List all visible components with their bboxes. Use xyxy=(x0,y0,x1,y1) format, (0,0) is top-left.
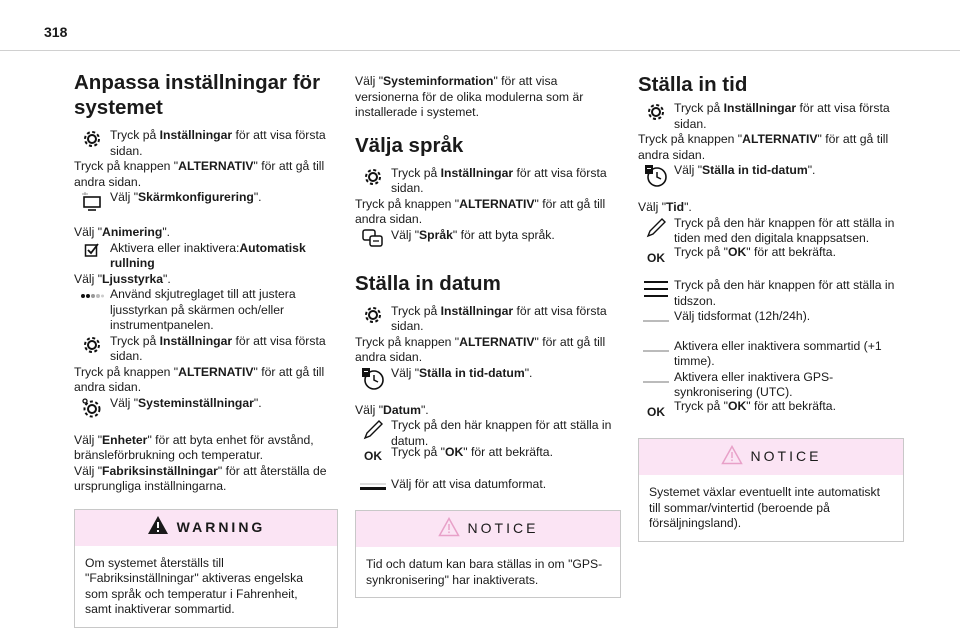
page-number: 318 xyxy=(44,24,68,40)
gear-icon xyxy=(74,334,110,355)
time-step-ok-2: OK Tryck på "OK" för att bekräfta. xyxy=(638,399,904,421)
warning-box xyxy=(74,509,338,628)
time-step-edit: Tryck på den här knappen för att ställa in tiden med den digitala knappsatsen. xyxy=(638,216,904,247)
step-settings-1: Tryck på Inställningar för att visa första sidan. xyxy=(74,128,338,159)
step-options-1: Tryck på knappen "ALTERNATIV" för att gå till andra sidan. xyxy=(74,159,325,189)
format-line-icon xyxy=(638,309,674,323)
pencil-icon xyxy=(355,418,391,441)
section-title-language: Välja språk xyxy=(355,133,464,157)
time-step-settings: Tryck på Inställningar för att visa första sidan. xyxy=(638,101,904,132)
notice-header xyxy=(639,439,903,475)
time-step-time: Välj "Tid". xyxy=(638,200,692,214)
column-3 xyxy=(638,70,904,542)
format-bar-icon xyxy=(355,477,391,491)
time-step-ok-1: OK Tryck på "OK" för att bekräfta. xyxy=(638,245,904,267)
language-icon xyxy=(355,228,391,249)
column-1 xyxy=(74,70,338,628)
time-step-options: Tryck på knappen "ALTERNATIV" för att gå till andra sidan. xyxy=(638,132,889,162)
time-step-gps: Aktivera eller inaktivera GPS-synkronisering (UTC). xyxy=(638,370,904,401)
notice-header xyxy=(356,511,620,547)
section-title-customize: Anpassa inställningar för systemet xyxy=(74,71,321,119)
step-slider: Använd skjutreglaget till att justera ljusstyrkan på skärmen och/eller instrumentpanelen. xyxy=(74,287,338,334)
date-step-edit: Tryck på den här knappen för att ställa in datum. xyxy=(355,418,621,449)
ok-icon: OK xyxy=(647,404,665,419)
lang-step-options: Tryck på knappen "ALTERNATIV" för att gå till andra sidan. xyxy=(355,196,606,226)
clock-icon xyxy=(355,366,391,391)
warning-triangle-icon xyxy=(147,515,169,540)
date-step-settings: Tryck på Inställningar för att visa första sidan. xyxy=(355,304,621,335)
toggle-line-icon xyxy=(638,370,674,384)
warning-header xyxy=(75,510,337,546)
notice-triangle-icon xyxy=(721,445,743,470)
step-options-2: Tryck på knappen "ALTERNATIV" för att gå till andra sidan. xyxy=(74,364,325,394)
menu-lines-icon xyxy=(638,278,674,299)
system-info-text: Välj "Systeminformation" för att visa versionerna för de olika modulerna som är installerade i systemet. xyxy=(355,74,584,119)
date-step-ok: OK Tryck på "OK" för att bekräfta. xyxy=(355,445,621,465)
step-animation: Välj "Animering". xyxy=(74,225,171,239)
time-step-format: Välj tidsformat (12h/24h). xyxy=(638,309,904,325)
notice-box-date xyxy=(355,510,621,598)
step-units: Välj "Enheter" för att byta enhet för avstånd, bränsleförbrukning och temperatur. xyxy=(74,432,314,462)
step-system-settings: Välj "Systeminställningar". xyxy=(74,396,338,419)
notice-box-time xyxy=(638,438,904,542)
date-step-time-date: Välj "Ställa in tid-datum". xyxy=(355,366,621,391)
date-step-options: Tryck på knappen "ALTERNATIV" för att gå till andra sidan. xyxy=(355,334,606,364)
header-divider xyxy=(0,50,960,51)
notice-text: Tid och datum kan bara ställas in om "GPS-synkronisering" har inaktiverats. xyxy=(366,557,603,587)
step-factory: Välj "Fabriksinställningar" för att återställa de ursprungliga inställningarna. xyxy=(74,463,327,493)
notice-text: Systemet växlar eventuellt inte automatiskt till sommar/vintertid (beroende på försäljningsland). xyxy=(649,485,880,530)
date-step-date: Välj "Datum". xyxy=(355,402,429,417)
column-2 xyxy=(355,74,621,598)
time-step-zone: Tryck på den här knappen för att ställa in tidszon. xyxy=(638,278,904,309)
notice-title: NOTICE xyxy=(467,520,539,537)
step-screen-config: Välj "Skärmkonfigurering". xyxy=(74,190,338,213)
time-step-dst: Aktivera eller inaktivera sommartid (+1 timme). xyxy=(638,339,904,370)
pencil-icon xyxy=(638,216,674,239)
warning-title: WARNING xyxy=(176,518,266,535)
lang-step-settings: Tryck på Inställningar för att visa första sidan. xyxy=(355,166,621,197)
slider-dots-icon xyxy=(74,287,110,299)
ok-icon: OK xyxy=(364,449,382,463)
screen-brightness-icon xyxy=(74,190,110,213)
clock-icon xyxy=(638,163,674,188)
gear-icon xyxy=(74,128,110,149)
section-title-time: Ställa in tid xyxy=(638,73,748,96)
step-auto-scroll: Aktivera eller inaktivera:Automatisk rullning xyxy=(74,241,338,272)
toggle-line-icon xyxy=(638,339,674,353)
step-brightness: Välj "Ljusstyrka". xyxy=(74,271,171,286)
checkbox-icon xyxy=(74,241,110,258)
warning-text: Om systemet återställs till "Fabriksinställningar" aktiveras engelska som språk och temperatur i Fahrenheit, samt inaktiverar sommartid. xyxy=(85,555,303,616)
gear-icon xyxy=(355,166,391,187)
system-settings-icon xyxy=(74,396,110,419)
gear-icon xyxy=(355,304,391,325)
lang-step-select: Välj "Språk" för att byta språk. xyxy=(355,228,621,249)
notice-triangle-icon xyxy=(438,517,460,542)
step-settings-2: Tryck på Inställningar för att visa första sidan. xyxy=(74,334,338,365)
gear-icon xyxy=(638,101,674,122)
notice-title: NOTICE xyxy=(750,448,822,465)
section-title-date: Ställa in datum xyxy=(355,271,501,295)
time-step-time-date: Välj "Ställa in tid-datum". xyxy=(638,163,904,188)
date-step-format: Välj för att visa datumformat. xyxy=(355,477,621,493)
ok-icon: OK xyxy=(647,250,665,265)
